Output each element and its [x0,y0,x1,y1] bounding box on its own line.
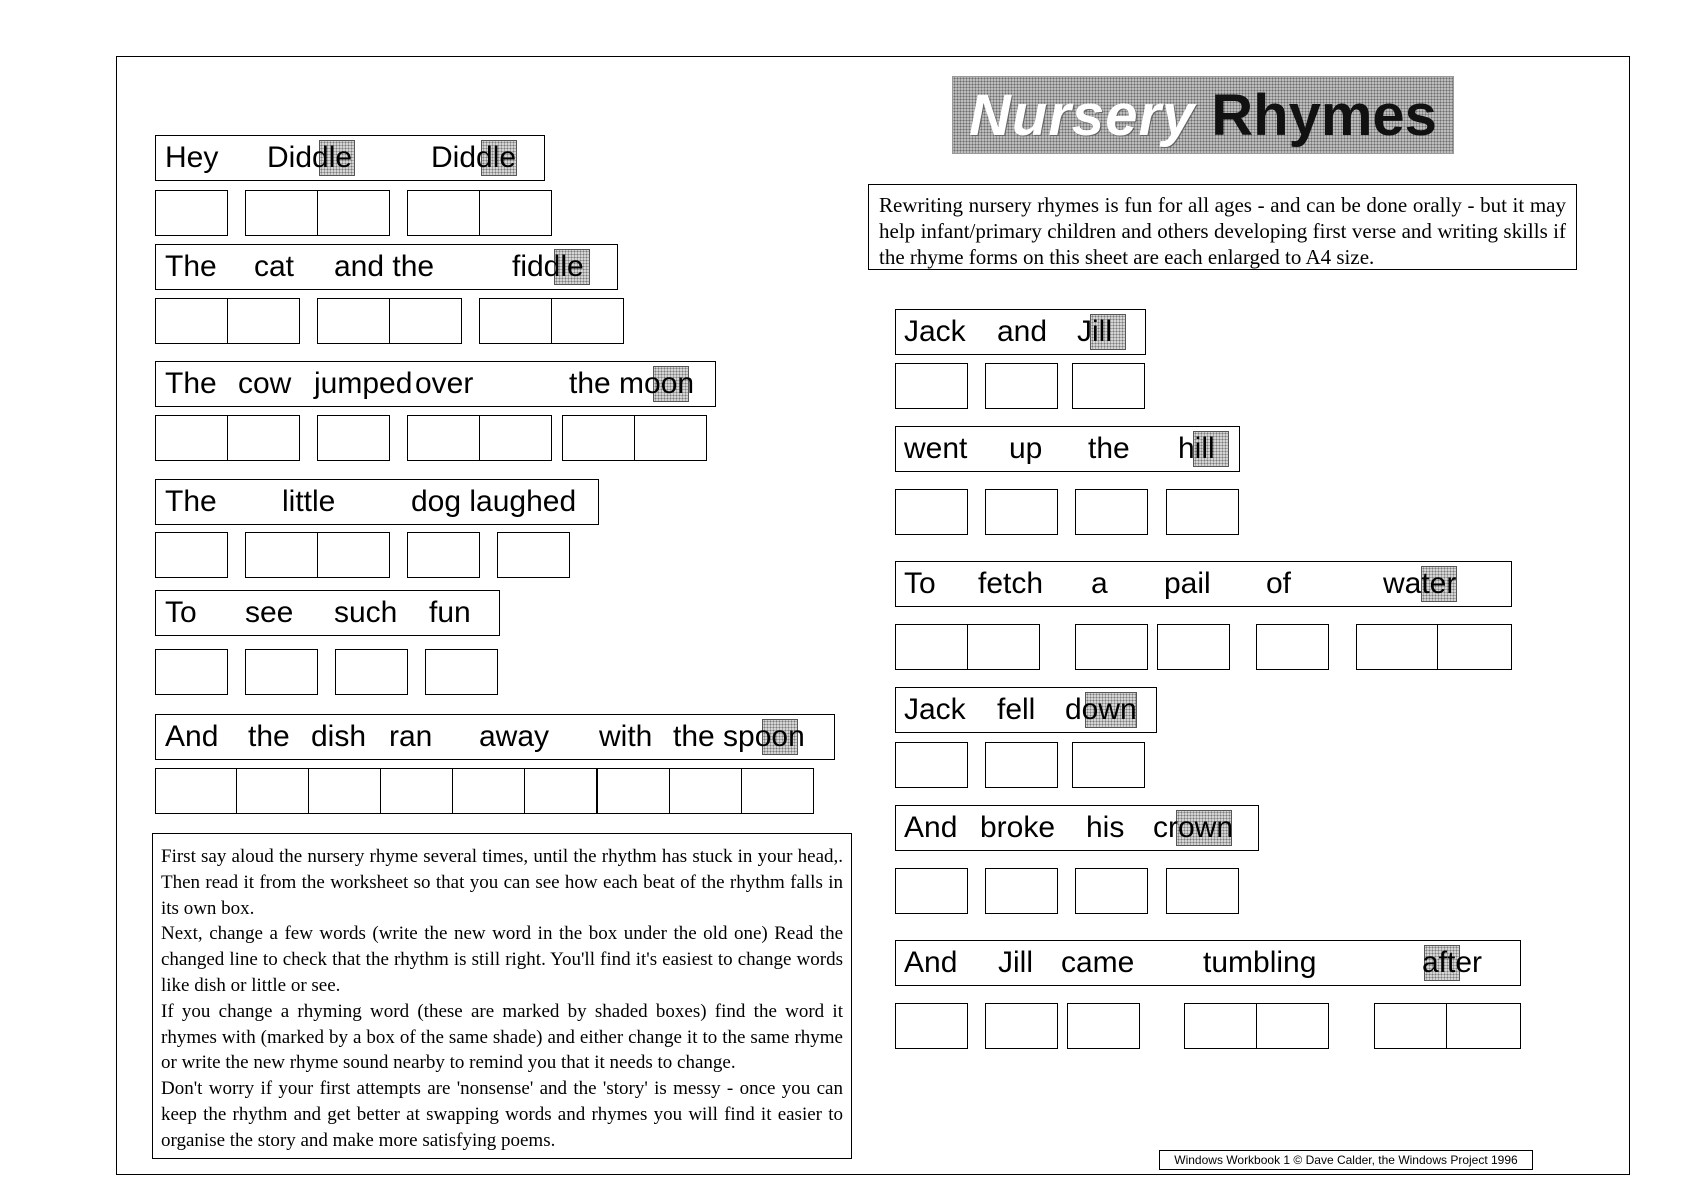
rhyme2-word: crown [1153,811,1234,844]
rhyme2-word: Jack [904,693,966,726]
rhyme1-line-2 [155,244,618,290]
rhyme2-word: tumbling [1203,946,1317,979]
rhyme1-word: and the [334,250,435,283]
answer-box[interactable] [895,1003,968,1049]
answer-box[interactable] [1166,868,1239,914]
rhyme2-word: water [1383,567,1457,600]
answer-box[interactable] [895,624,968,670]
answer-box[interactable] [245,532,318,578]
title-word-nursery: Nursery [969,82,1196,148]
rhyme2-line-1 [895,309,1146,355]
rhyme1-word: ran [389,720,433,753]
answer-box[interactable] [985,868,1058,914]
answer-box[interactable] [407,532,480,578]
rhyme2-line-3 [895,561,1512,607]
rhyme1-line-3 [155,361,716,407]
answer-box[interactable] [1075,489,1148,535]
rhyme2-word: up [1009,432,1043,465]
answer-box[interactable] [1374,1003,1447,1049]
answer-box[interactable] [335,649,408,695]
rhyme1-word: away [479,720,550,753]
answer-box[interactable] [985,742,1058,788]
answer-box[interactable] [895,489,968,535]
answer-box[interactable] [479,298,552,344]
answer-box[interactable] [155,768,237,814]
rhyme2-word: And [904,811,958,844]
answer-box[interactable] [155,649,228,695]
answer-box[interactable] [425,649,498,695]
answer-box[interactable] [1256,1003,1329,1049]
answer-box[interactable] [1437,624,1512,670]
answer-box[interactable] [1075,624,1148,670]
rhyme2-word: To [904,567,936,600]
rhyme2-word: his [1086,811,1125,844]
rhyme2-line-2 [895,426,1240,472]
answer-box[interactable] [317,415,390,461]
rhyme1-word: the spoon [673,720,805,753]
answer-box[interactable] [895,868,968,914]
rhyme2-word: and [997,315,1048,348]
title-word-rhymes: Rhymes [1211,82,1437,148]
rhyme1-word: over [415,367,474,400]
answer-box[interactable] [597,768,670,814]
rhyme2-word: And [904,946,958,979]
answer-box[interactable] [1075,868,1148,914]
rhyme2-word: after [1422,946,1483,979]
answer-box[interactable] [895,742,968,788]
rhyme2-word: Jill [998,946,1033,979]
rhyme2-word: pail [1164,567,1211,600]
answer-box[interactable] [1256,624,1329,670]
answer-box[interactable] [452,768,525,814]
rhyme2-word: fell [997,693,1036,726]
answer-box[interactable] [967,624,1040,670]
answer-box[interactable] [155,532,228,578]
rhyme2-word: fetch [978,567,1044,600]
rhyme1-word: fiddle [512,250,584,283]
rhyme2-word: a [1091,567,1108,600]
answer-box[interactable] [155,415,228,461]
answer-box[interactable] [741,768,814,814]
rhyme2-word: Jill [1077,315,1112,348]
answer-box[interactable] [1184,1003,1257,1049]
rhyme1-word: The [165,250,217,283]
answer-box[interactable] [1446,1003,1521,1049]
answer-box[interactable] [236,768,309,814]
instruction-paragraph: Next, change a few words (write the new word in the box under the old one) Read the changed line to check that the rhythm is still right. You'll find it's easiest to change words like dish or little or see. [161,923,843,996]
rhyme2-word: hill [1178,432,1215,465]
answer-box[interactable] [985,1003,1058,1049]
answer-box[interactable] [497,532,570,578]
answer-box[interactable] [245,190,318,236]
rhyme2-word: of [1266,567,1292,600]
rhyme1-word: And [165,720,219,753]
rhyme1-word: jumped [314,367,413,400]
answer-box[interactable] [562,415,635,461]
rhyme1-line-5 [155,590,500,636]
rhyme1-word: To [165,596,197,629]
rhyme1-word: with [599,720,653,753]
answer-box[interactable] [227,298,300,344]
rhyme1-word: Hey [165,141,219,174]
answer-box[interactable] [1067,1003,1140,1049]
rhyme2-word: Jack [904,315,966,348]
answer-box[interactable] [1356,624,1438,670]
intro-text: Rewriting nursery rhymes is fun for all ages - and can be done orally - but it may help infant/primary children and others developing first verse and writing skills if the rhyme forms on this sheet are each enlarged to A4 size. [868,184,1577,270]
answer-box[interactable] [155,298,228,344]
rhyme1-word: Diddle [267,141,353,174]
answer-box[interactable] [985,489,1058,535]
rhyme1-line-1 [155,135,545,181]
rhyme2-word: the [1088,432,1130,465]
rhyme1-word: cat [254,250,295,283]
answer-box[interactable] [1072,742,1145,788]
answer-box[interactable] [380,768,453,814]
answer-box[interactable] [1166,489,1239,535]
answer-box[interactable] [1072,363,1145,409]
rhyme1-word: dog laughed [411,485,577,518]
answer-box[interactable] [227,415,300,461]
answer-box[interactable] [1157,624,1230,670]
rhyme1-line-4 [155,479,599,525]
answer-box[interactable] [155,190,228,236]
answer-box[interactable] [245,649,318,695]
instruction-paragraph: If you change a rhyming word (these are marked by shaded boxes) find the word it rhymes with (marked by a box of the same shade) and either change it to the same rhyme or write the new rhyme sound nearby to remind you that it needs to change. [161,1000,843,1074]
rhyme2-line-6 [895,940,1521,986]
answer-box[interactable] [551,298,624,344]
answer-box[interactable] [634,415,707,461]
answer-box[interactable] [308,768,381,814]
rhyme1-word: little [282,485,336,518]
rhyme1-word: The [165,367,217,400]
instruction-paragraph: First say aloud the nursery rhyme several times, until the rhythm has stuck in your head,. Then read it from the worksheet so that you can see how each beat of the rhythm falls in its own box. [161,846,843,919]
rhyme1-word: The [165,485,217,518]
answer-box[interactable] [407,190,480,236]
rhyme1-word: such [334,596,398,629]
rhyme1-word: fun [429,596,471,629]
answer-box[interactable] [479,415,552,461]
rhyme2-word: came [1061,946,1135,979]
answer-box[interactable] [985,363,1058,409]
instruction-paragraph: Don't worry if your first attempts are 'nonsense' and the 'story' is messy - once you can keep the rhythm and get better at swapping words and rhymes you will find it easier to organise the story and make more satisfying poems. [161,1078,843,1151]
page-title [952,76,1454,154]
rhyme2-word: went [904,432,968,465]
answer-box[interactable] [479,190,552,236]
rhyme1-word: see [245,596,294,629]
rhyme2-line-4 [895,687,1157,733]
instructions-text [152,833,852,1159]
answer-box[interactable] [669,768,742,814]
answer-box[interactable] [407,415,480,461]
answer-box[interactable] [317,532,390,578]
rhyme2-word: down [1065,693,1137,726]
rhyme2-word: broke [980,811,1056,844]
copyright-footer: Windows Workbook 1 © Dave Calder, the Windows Project 1996 [1159,1150,1533,1170]
rhyme1-word: the [248,720,290,753]
answer-box[interactable] [317,298,390,344]
answer-box[interactable] [389,298,462,344]
rhyme1-word: cow [238,367,292,400]
rhyme2-line-5 [895,805,1259,851]
answer-box[interactable] [895,363,968,409]
rhyme1-word: dish [311,720,367,753]
rhyme1-line-6 [155,714,835,760]
rhyme1-word: Diddle [431,141,517,174]
answer-box[interactable] [524,768,597,814]
rhyme1-word: the moon [569,367,695,400]
answer-box[interactable] [317,190,390,236]
